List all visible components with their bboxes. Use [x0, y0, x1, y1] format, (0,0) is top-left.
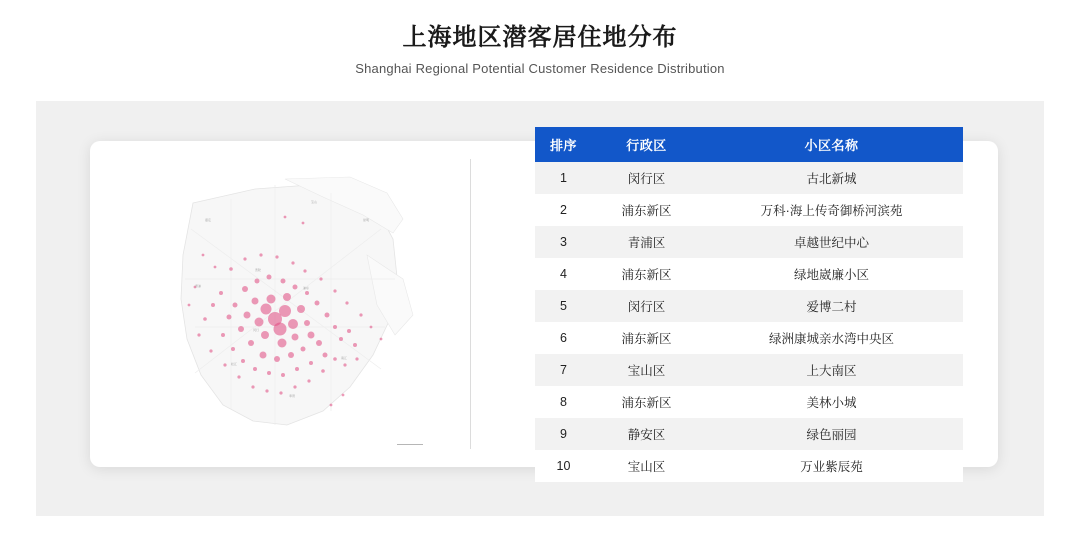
table-body	[535, 162, 963, 482]
map-basemap	[181, 177, 413, 425]
cell-community: 绿色丽园	[806, 427, 857, 442]
svg-text:奉贤: 奉贤	[289, 394, 296, 398]
residence-rank-table	[535, 127, 963, 482]
column-header-rank: 排序	[535, 127, 593, 162]
column-header-district: 行政区	[593, 127, 701, 162]
cell-community: 美林小城	[806, 395, 857, 410]
table-row[interactable]	[535, 354, 963, 386]
cell-rank: 7	[560, 362, 567, 377]
table-area	[471, 137, 998, 474]
cell-district: 宝山区	[627, 363, 666, 378]
cell-rank: 2	[560, 202, 567, 217]
cell-community: 万科·海上传奇御桥河滨苑	[760, 203, 903, 218]
cell-rank: 3	[560, 234, 567, 249]
cell-rank: 4	[560, 266, 567, 281]
cell-community: 爱博二村	[806, 299, 857, 314]
table-row[interactable]	[535, 322, 963, 354]
cell-rank: 1	[560, 170, 567, 185]
cell-district: 浦东新区	[621, 267, 672, 282]
page-title: 上海地区潜客居住地分布	[402, 24, 678, 51]
svg-text:普陀: 普陀	[255, 268, 262, 272]
cell-district: 浦东新区	[621, 203, 672, 218]
table-row[interactable]	[535, 194, 963, 226]
cell-district: 浦东新区	[621, 331, 672, 346]
page-subtitle: Shanghai Regional Potential Customer Residence Distribution	[355, 61, 725, 77]
cell-community: 卓越世纪中心	[793, 235, 869, 250]
table-row[interactable]	[535, 450, 963, 482]
cell-rank: 5	[560, 298, 567, 313]
svg-text:南汇: 南汇	[341, 356, 348, 360]
table-header-row	[535, 127, 963, 162]
table-header	[535, 127, 963, 162]
table-row[interactable]	[535, 418, 963, 450]
shanghai-density-map[interactable]	[135, 159, 425, 449]
svg-text:闵行: 闵行	[253, 328, 260, 332]
cell-community: 绿地崴廉小区	[793, 267, 869, 282]
svg-text:松江: 松江	[231, 362, 238, 366]
cell-rank: 8	[560, 394, 567, 409]
svg-text:嘉定: 嘉定	[205, 218, 212, 222]
cell-community: 绿洲康城亲水湾中央区	[768, 331, 894, 346]
table-row[interactable]	[535, 162, 963, 194]
cell-district: 宝山区	[627, 459, 666, 474]
svg-text:崇明: 崇明	[363, 218, 370, 222]
cell-community: 古北新城	[806, 171, 857, 186]
map-area[interactable]	[90, 141, 470, 467]
svg-text:浦东: 浦东	[303, 286, 310, 290]
cell-community: 万业紫辰苑	[800, 459, 863, 474]
svg-text:青浦: 青浦	[195, 284, 202, 288]
cell-district: 静安区	[627, 427, 666, 442]
map-scale-bar	[397, 444, 423, 445]
cell-rank: 10	[556, 458, 571, 473]
svg-text:宝山: 宝山	[311, 200, 318, 204]
cell-rank: 6	[560, 330, 567, 345]
cell-rank: 9	[560, 426, 567, 441]
table-row[interactable]	[535, 258, 963, 290]
cell-district: 闵行区	[627, 171, 666, 186]
cell-district: 青浦区	[627, 235, 666, 250]
cell-district: 浦东新区	[621, 395, 672, 410]
table-row[interactable]	[535, 290, 963, 322]
title-block	[0, 0, 1080, 76]
cell-community: 上大南区	[806, 363, 857, 378]
table-row[interactable]	[535, 226, 963, 258]
cell-district: 闵行区	[627, 299, 666, 314]
table-row[interactable]	[535, 386, 963, 418]
column-header-community: 小区名称	[701, 127, 963, 162]
content-card	[90, 137, 998, 474]
map-svg	[135, 159, 425, 449]
